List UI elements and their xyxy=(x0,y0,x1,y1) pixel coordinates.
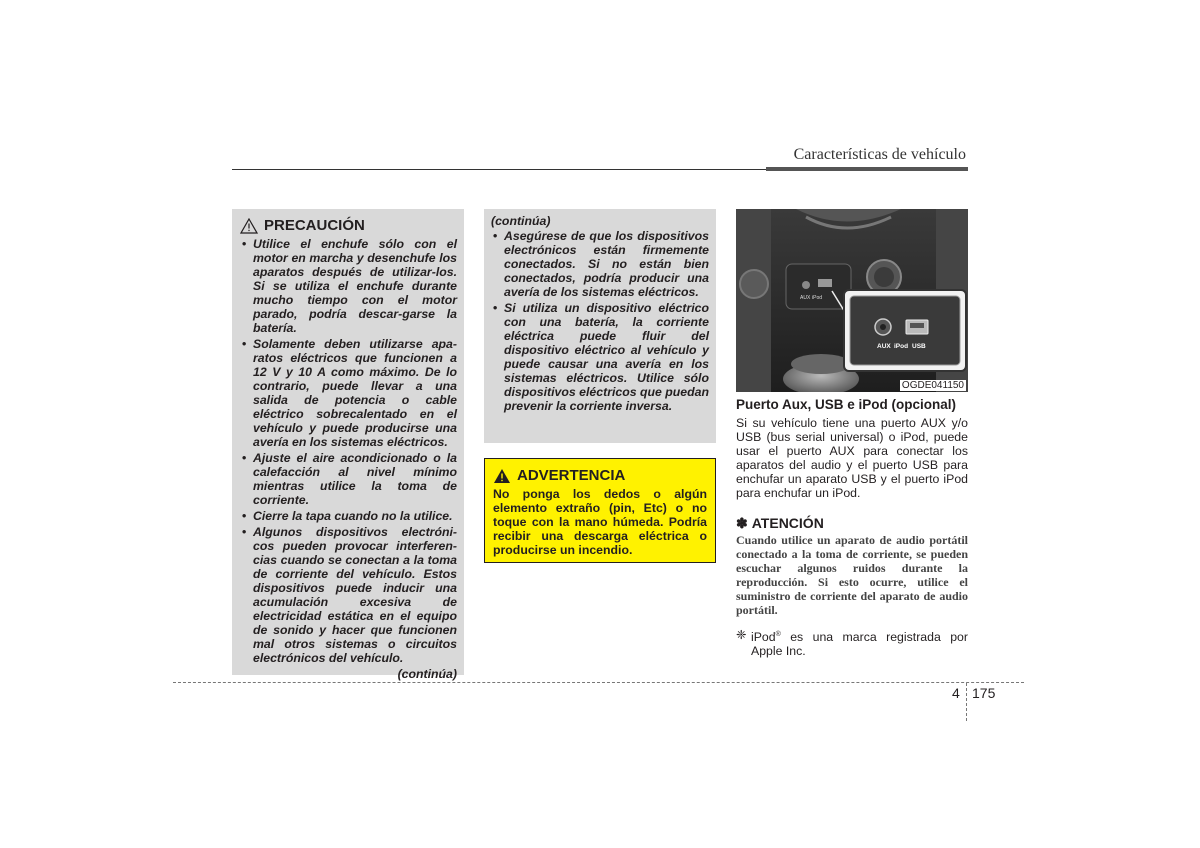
photo-code-text: OGDE041150 xyxy=(901,380,964,391)
photo-ipod-label: iPod xyxy=(894,343,909,350)
trademark-brand: iPod xyxy=(751,630,776,645)
attention-title: ATENCIÓN xyxy=(751,515,824,531)
photo-small-ipod-label: iPod xyxy=(812,295,823,301)
caution-triangle-icon xyxy=(240,218,258,234)
footer-page-number: 175 xyxy=(972,685,996,701)
photo-small-aux-label: AUX xyxy=(800,295,811,301)
warning-body: No ponga los dedos o algún elemento extraño (pin, Etc) o no toque con la mano húmeda. Podría recibir una descarga eléctrica o producirse un incendio. xyxy=(493,487,707,557)
trademark-note xyxy=(736,628,968,658)
warning-box xyxy=(484,458,716,563)
list-item: • Si utiliza un dispositivo eléctrico con una batería, la corriente eléctrica puede fluir del dispositivo eléctrico al vehículo y puede causar una avería en los sistemas eléctricos. Utilice sólo dispositivos eléctricos que puedan prevenir la corriente inversa. xyxy=(491,301,709,413)
continued-list xyxy=(491,229,709,413)
aux-section-body: Si su vehículo tiene una puerto AUX y/o USB (bus serial universal) o iPod, puede usar el puerto AUX para conectar los aparatos del audio y el puerto USB para enchufar un aparato USB y el puerto iPod para enchufar un iPod. xyxy=(736,416,968,500)
right-column xyxy=(736,397,968,658)
note-symbol-icon: ❈ xyxy=(736,628,747,642)
asterisk-icon: ✽ xyxy=(736,515,748,531)
trademark-sentence: es una marca registrada por Apple Inc. xyxy=(751,630,968,659)
list-item: • Solamente deben utilizarse apa-ratos eléctricos que funcionen a 12 V y 10 A como máximo. De lo contrario, puede llevar a una salida de potencia o cable eléctrico sobrecalentado en el vehículo y puede producirse una avería en los sistemas eléctricos. xyxy=(240,337,457,449)
attention-body: Cuando utilice un aparato de audio portátil conectado a la toma de corriente, se pueden escuchar algunos ruidos durante la reproducción. Si esto ocurre, utilice el suministro de corriente del aparato de audio portátil. xyxy=(736,533,968,617)
continues-label: (continúa) xyxy=(397,667,457,681)
registered-mark: ® xyxy=(775,631,781,638)
warning-triangle-icon xyxy=(493,468,511,484)
footer-vertical-rule xyxy=(966,683,967,721)
header-rule xyxy=(232,169,767,170)
list-item: • Cierre la tapa cuando no la utilice. xyxy=(240,509,457,523)
photo-aux-label: AUX xyxy=(877,343,891,350)
warning-title-text: ADVERTENCIA xyxy=(517,467,626,484)
aux-section-heading: Puerto Aux, USB e iPod (opcional) xyxy=(736,397,957,412)
page-header-title: Características de vehículo xyxy=(793,146,966,163)
list-item: • Algunos dispositivos electróni-cos pueden provocar interferen-cias cuando se conectan a la toma de corriente del vehículo. Estos dispositivos puede inducir una acumulación excesiva de electricidad estática en el equipo de sonido y hacer que funcionen mal otros sistemas o circuitos electrónicos del vehículo. xyxy=(240,525,457,665)
continued-label: (continúa) xyxy=(491,214,551,228)
precaution-box xyxy=(232,209,464,681)
trademark-text xyxy=(751,628,968,658)
continued-box xyxy=(484,209,716,443)
warning-title xyxy=(493,467,707,485)
aux-usb-ipod-photo xyxy=(736,209,968,392)
precaution-title xyxy=(240,217,457,235)
header-rule-accent xyxy=(766,167,968,171)
attention-heading xyxy=(736,514,968,532)
footer-chapter-number: 4 xyxy=(952,685,960,701)
list-item: • Asegúrese de que los dispositivos electrónicos están firmemente conectados. Si no están bien conectados, podría producir una avería de los sistemas eléctricos. xyxy=(491,229,709,299)
list-item: • Utilice el enchufe sólo con el motor en marcha y desenchufe los aparatos después de utilizar-los. Si se utiliza el enchufe durante mucho tiempo con el motor parado, podría descar-garse la batería. xyxy=(240,237,457,335)
photo-code xyxy=(736,380,966,392)
photo-usb-label: USB xyxy=(912,343,926,350)
footer-dotted-rule xyxy=(173,682,1024,683)
list-item: • Ajuste el aire acondicionado o la calefacción al nivel mínimo mientras utilice la toma de corriente. xyxy=(240,451,457,507)
precaution-list xyxy=(240,237,457,665)
precaution-title-text: PRECAUCIÓN xyxy=(264,217,365,234)
